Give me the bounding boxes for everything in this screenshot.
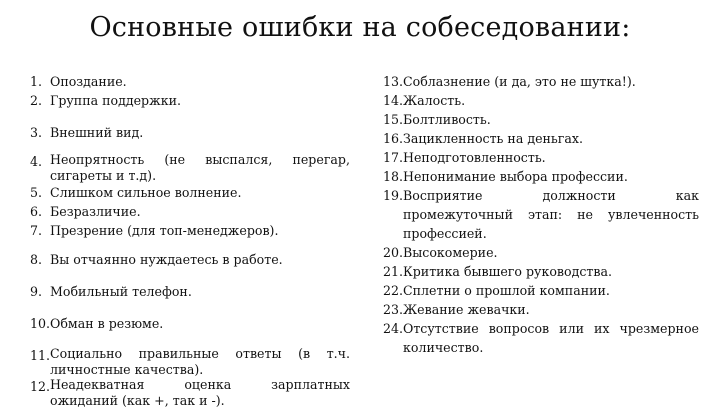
item-text: Слишком сильное волнение.: [50, 185, 242, 200]
list-item: [383, 186, 699, 243]
item-number: 7.: [30, 223, 43, 238]
list-item: [383, 148, 699, 167]
item-number: 4.: [30, 154, 43, 169]
list-item: [383, 281, 699, 300]
item-number: 18.: [383, 169, 404, 184]
item-number: 12.: [30, 379, 51, 394]
list-item: [383, 319, 699, 357]
list-item: [30, 72, 350, 91]
item-text: Сплетни о прошлой компании.: [403, 283, 610, 298]
list-item: [30, 91, 350, 110]
item-number: 9.: [30, 284, 43, 299]
item-text: Внешний вид.: [50, 125, 144, 140]
item-text: Группа поддержки.: [50, 93, 181, 108]
item-number: 6.: [30, 204, 43, 219]
item-text: Жевание жевачки.: [403, 302, 530, 317]
item-number: 20.: [383, 245, 404, 260]
item-number: 15.: [383, 112, 404, 127]
item-number: 11.: [30, 348, 51, 363]
item-text: Безразличие.: [50, 204, 141, 219]
item-number: 2.: [30, 93, 43, 108]
list-item: [383, 262, 699, 281]
item-text: Критика бывшего руководства.: [403, 264, 612, 279]
item-text: Высокомерие.: [403, 245, 498, 260]
list-item: [30, 377, 350, 408]
list-item: [30, 202, 350, 221]
item-number: 17.: [383, 150, 404, 165]
item-text: Зацикленность на деньгах.: [403, 131, 583, 146]
right-column: [383, 72, 699, 357]
list-item: [30, 221, 350, 240]
item-number: 21.: [383, 264, 404, 279]
list-item: [30, 183, 350, 202]
item-text: Отсутствие вопросов или их чрезмерное количество.: [403, 321, 699, 355]
list-item: [30, 152, 350, 183]
item-text: Болтливость.: [403, 112, 491, 127]
list-item: [30, 123, 350, 142]
list-item: [30, 346, 350, 377]
left-column: [30, 72, 350, 408]
list-item: [383, 91, 699, 110]
item-text: Социально правильные ответы (в т.ч. личностные качества).: [50, 346, 350, 377]
list-item: [383, 129, 699, 148]
item-number: 19.: [383, 188, 404, 203]
item-number: 13.: [383, 74, 404, 89]
item-text: Мобильный телефон.: [50, 284, 192, 299]
slide-title: Основные ошибки на собеседовании:: [89, 12, 631, 43]
list-item: [30, 250, 350, 269]
item-number: 16.: [383, 131, 404, 146]
list-item: [383, 72, 699, 91]
item-number: 1.: [30, 74, 43, 89]
list-item: [383, 300, 699, 319]
item-number: 5.: [30, 185, 43, 200]
item-number: 10.: [30, 316, 51, 331]
item-text: Обман в резюме.: [50, 316, 164, 331]
list-item: [30, 314, 350, 333]
item-number: 23.: [383, 302, 404, 317]
item-number: 22.: [383, 283, 404, 298]
list-item: [383, 167, 699, 186]
item-number: 8.: [30, 252, 43, 267]
item-text: Вы отчаянно нуждаетесь в работе.: [50, 252, 283, 267]
item-number: 24.: [383, 321, 404, 336]
list-item: [30, 282, 350, 301]
item-text: Жалость.: [403, 93, 466, 108]
item-text: Неопрятность (не выспался, перегар, сигареты и т.д).: [50, 152, 350, 183]
item-number: 3.: [30, 125, 43, 140]
item-text: Опоздание.: [50, 74, 127, 89]
list-item: [383, 110, 699, 129]
item-text: Соблазнение (и да, это не шутка!).: [403, 74, 636, 89]
item-number: 14.: [383, 93, 404, 108]
list-item: [383, 243, 699, 262]
item-text: Неадекватная оценка зарплатных ожиданий (как +, так и -).: [50, 377, 350, 408]
item-text: Презрение (для топ-менеджеров).: [50, 223, 279, 238]
item-text: Непонимание выбора профессии.: [403, 169, 628, 184]
item-text: Восприятие должности как промежуточный этап: не увлеченность профессией.: [403, 188, 699, 241]
item-text: Неподготовленность.: [403, 150, 546, 165]
